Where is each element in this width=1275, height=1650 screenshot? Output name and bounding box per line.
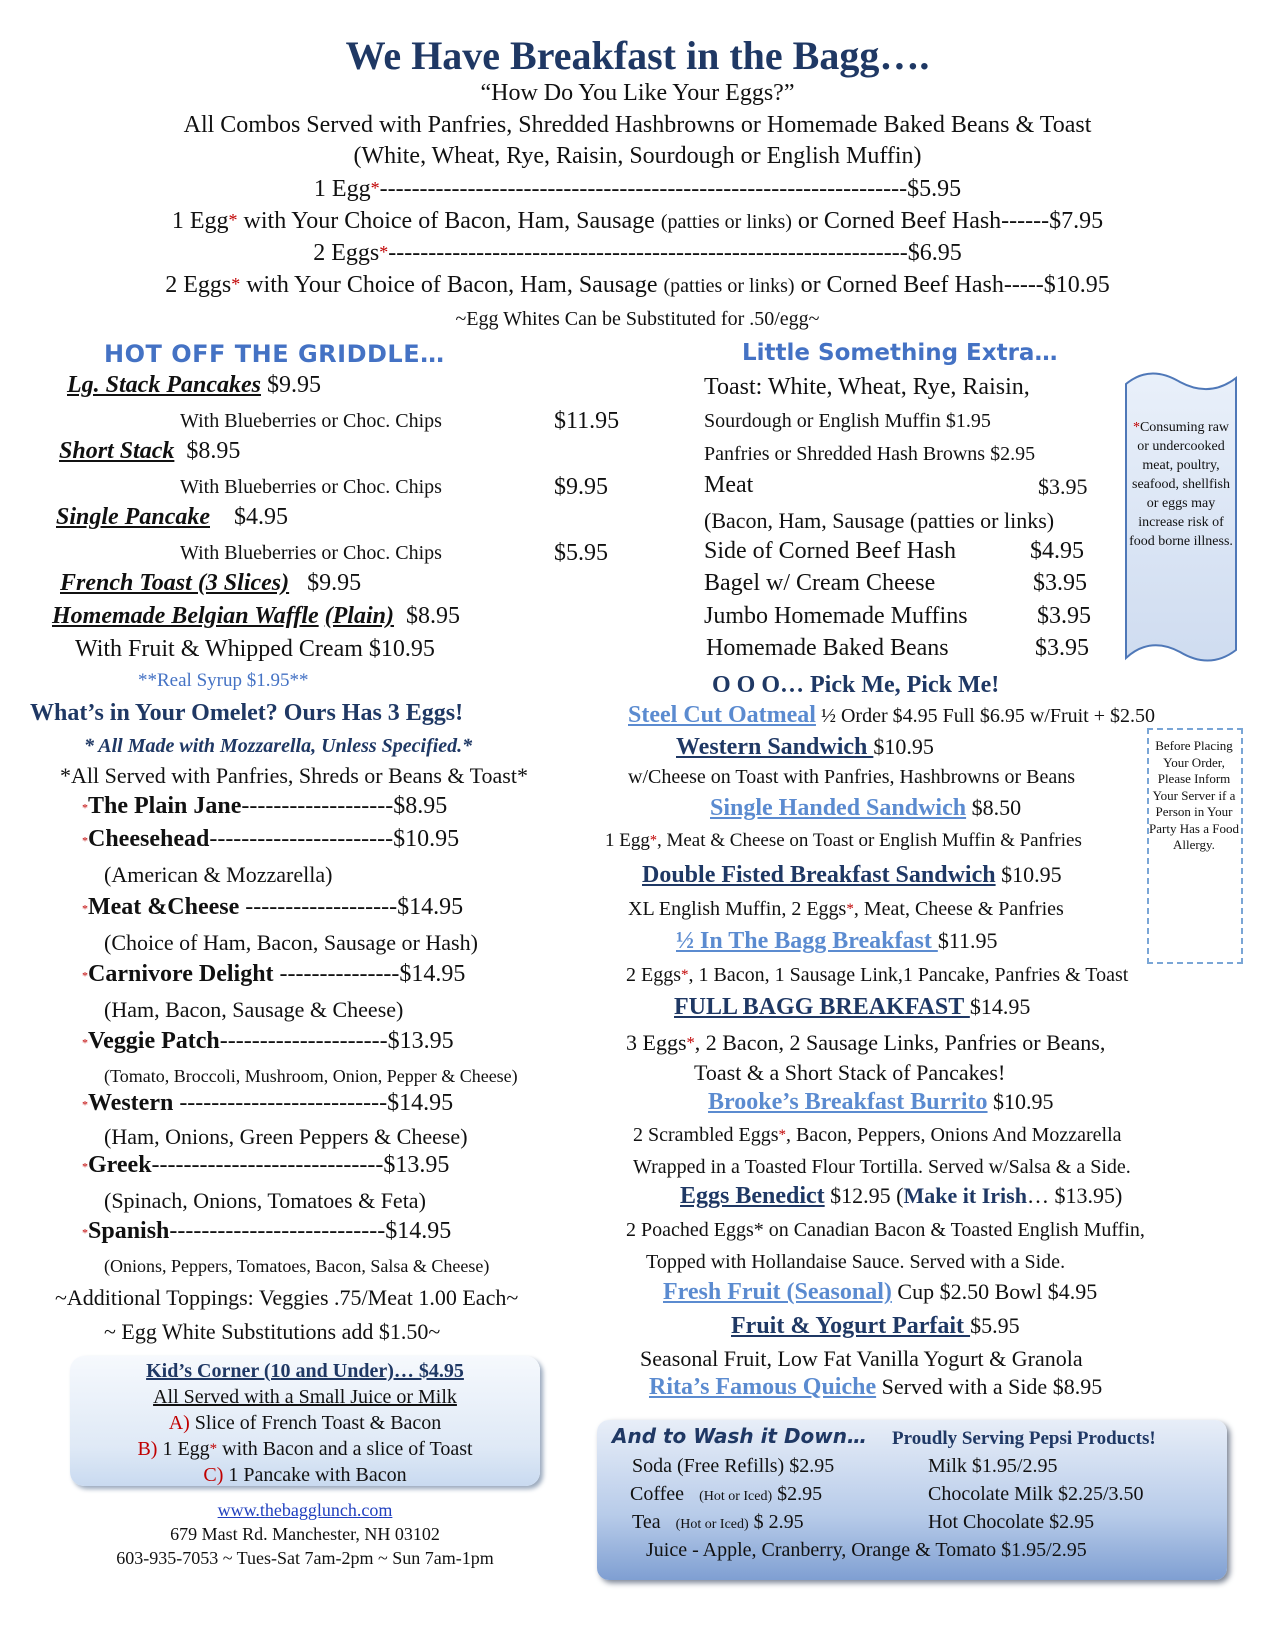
kids-letter: A) [168, 1412, 190, 1434]
extras-bagel-price: $3.95 [1033, 570, 1087, 596]
extras-toast-2: Sourdough or English Muffin $1.95 [704, 410, 991, 432]
dashes: ----------------------------- [151, 1152, 384, 1178]
omelet-price: $8.95 [393, 793, 448, 819]
asterisk: * [686, 1033, 695, 1053]
kids-title: Kid’s Corner (10 and Under)… $4.95 [146, 1360, 464, 1382]
asterisk: * [370, 177, 380, 198]
address: 679 Mast Rd. Manchester, NH 03102 [170, 1524, 440, 1544]
pick-burrito [708, 1089, 1054, 1116]
pick-parfait-desc: Seasonal Fruit, Low Fat Vanilla Yogurt & Granola [640, 1346, 1083, 1371]
dashes: --------------------------- [169, 1218, 386, 1244]
griddle-item-single-pancake [56, 504, 288, 531]
item-name: Lg. Stack Pancakes [67, 372, 261, 398]
dashes: ------------------------------------------------------------------ [379, 176, 908, 202]
drink-hot-chocolate: Hot Chocolate $2.95 [928, 1511, 1095, 1533]
omelet-name: Carnivore Delight [88, 961, 274, 987]
omelet-price: $14.95 [385, 1218, 452, 1244]
kids-text: 1 Egg [162, 1438, 210, 1460]
pick-double-desc [628, 898, 1064, 921]
item-name: Fresh Fruit (Seasonal) [663, 1279, 892, 1305]
pepsi-note: Proudly Serving Pepsi Products! [892, 1428, 1156, 1449]
griddle-item-lg-stack [67, 372, 321, 399]
hours: 603-935-7053 ~ Tues-Sat 7am-2pm ~ Sun 7am-1pm [116, 1548, 494, 1568]
pick-full-desc-2: Toast & a Short Stack of Pancakes! [694, 1060, 1006, 1085]
item-price: $10.95 [987, 1089, 1054, 1114]
asterisk: * [1132, 420, 1140, 435]
item-name: Eggs Benedict [680, 1183, 825, 1209]
item-price: $14.95 [969, 994, 1031, 1019]
website-link[interactable]: www.thebagglunch.com [217, 1500, 393, 1520]
extras-meat: Meat [704, 472, 754, 498]
kids-item-b [70, 1438, 540, 1461]
desc-b: , Bacon, Peppers, Onions And Mozzarella [786, 1124, 1122, 1146]
kids-text: 1 Pancake with Bacon [228, 1464, 407, 1486]
combo-paren: (patties or links) [663, 275, 795, 297]
omelet-desc: (Ham, Onions, Green Peppers & Cheese) [104, 1124, 468, 1149]
combo-name: 2 Eggs [313, 240, 380, 266]
item-name: ½ In The Bagg Breakfast [676, 928, 938, 954]
egg-combo-3 [0, 240, 1275, 267]
desc-b: , Meat & Cheese on Toast or English Muffin & Panfries [656, 830, 1082, 851]
pick-oatmeal [628, 702, 1155, 729]
item-price: $5.95 [970, 1313, 1020, 1338]
omelet-note-2: *All Served with Panfries, Shreds or Beans & Toast* [60, 763, 528, 788]
drink-soda: Soda (Free Refills) $2.95 [632, 1455, 835, 1477]
combo-choice: with Your Choice of Bacon, Ham, Sausage [240, 272, 664, 298]
item-price: $9.95 [266, 372, 321, 398]
omelet-name: Cheesehead [88, 826, 210, 852]
item-price: $8.50 [966, 795, 1022, 820]
dashes: ------------------- [239, 894, 398, 920]
item-price: $11.95 [937, 928, 998, 953]
item-name: Single Handed Sandwich [710, 795, 967, 821]
griddle-sub-price-lg-stack: $11.95 [554, 408, 620, 434]
omelet-spanish [82, 1218, 451, 1245]
omelet-name: Spanish [88, 1218, 170, 1244]
omelet-desc: (American & Mozzarella) [104, 862, 333, 887]
omelet-veggie-patch [82, 1028, 454, 1055]
pick-fresh-fruit [663, 1279, 1097, 1306]
pick-benedict-desc: 2 Poached Eggs* on Canadian Bacon & Toasted English Muffin, [626, 1219, 1145, 1241]
item-name: Single Pancake [56, 504, 210, 530]
extras-meat-price: $3.95 [1038, 474, 1088, 499]
extras-hash [704, 538, 956, 565]
drink-chocolate-milk: Chocolate Milk $2.25/3.50 [928, 1483, 1144, 1505]
item-name: Western Sandwich [676, 734, 874, 760]
griddle-sub-price-single-pancake: $5.95 [554, 540, 608, 566]
combo-price: $5.95 [907, 176, 962, 202]
kids-item-c [70, 1464, 540, 1487]
kids-text: Slice of French Toast & Bacon [194, 1412, 442, 1434]
bread-line: (White, Wheat, Rye, Raisin, Sourdough or English Muffin) [353, 143, 922, 169]
item-price: $4.95 [234, 504, 288, 530]
item-tail: ½ Order $4.95 Full $6.95 w/Fruit + $2.50 [815, 705, 1156, 727]
item-price: $9.95 [307, 570, 362, 596]
omelet-heading: What’s in Your Omelet? Ours Has 3 Eggs! [30, 700, 464, 726]
irish-price: … $13.95) [1026, 1183, 1123, 1208]
drink-note: (Hot or Iced) [675, 1517, 749, 1532]
drink-price: $ 2.95 [753, 1511, 804, 1533]
combo-choice: with Your Choice of Bacon, Ham, Sausage [237, 208, 661, 234]
asterisk: * [82, 800, 88, 815]
griddle-sub-price-short-stack: $9.95 [554, 474, 608, 500]
combo-tail: or Corned Beef Hash----- [794, 272, 1044, 298]
extras-heading: Little Something Extra… [742, 340, 1058, 366]
combo-price: $7.95 [1049, 208, 1104, 234]
item-name: Fruit & Yogurt Parfait [731, 1313, 971, 1339]
pick-quiche [649, 1374, 1102, 1401]
omelet-desc: (Tomato, Broccoli, Mushroom, Onion, Pepper & Cheese) [104, 1066, 518, 1086]
waffle-extra: With Fruit & Whipped Cream $10.95 [75, 636, 435, 662]
item-name-plain: (Plain) [324, 603, 394, 629]
dashes: ----------------------- [209, 826, 394, 852]
omelet-plain-jane [82, 793, 447, 820]
pick-heading: O O O… Pick Me, Pick Me! [712, 672, 1000, 698]
asterisk: * [82, 1097, 88, 1112]
item-name: Short Stack [59, 438, 175, 464]
desc-b: , Meat, Cheese & Panfries [853, 898, 1064, 920]
pick-burrito-desc-2: Wrapped in a Toasted Flour Tortilla. Served w/Salsa & a Side. [633, 1156, 1131, 1178]
item-name: Steel Cut Oatmeal [628, 702, 816, 728]
egg-combo-2 [0, 208, 1275, 235]
asterisk: * [649, 832, 657, 849]
drink-coffee [630, 1483, 822, 1506]
egg-combo-1 [0, 176, 1275, 203]
omelet-name: Western [88, 1090, 174, 1116]
omelet-price: $13.95 [383, 1152, 450, 1178]
drink-juice: Juice - Apple, Cranberry, Orange & Tomato $1.95/2.95 [646, 1539, 1087, 1561]
combo-price: $10.95 [1043, 272, 1110, 298]
item-name: FULL BAGG BREAKFAST [674, 994, 970, 1020]
dashes: -------------------------- [173, 1090, 388, 1116]
drink-milk: Milk $1.95/2.95 [928, 1455, 1058, 1477]
drinks-heading: And to Wash it Down… [612, 1424, 867, 1448]
pick-single-handed [710, 795, 1021, 822]
omelet-greek [82, 1152, 449, 1179]
combo-name: 1 Egg [313, 176, 371, 202]
asterisk: * [82, 1225, 88, 1240]
item-name: Double Fisted Breakfast Sandwich [642, 862, 996, 888]
asterisk: * [778, 1127, 787, 1144]
drink-name: Coffee [630, 1483, 685, 1505]
dashes: --------------- [273, 961, 400, 987]
pick-full-bagg [674, 994, 1030, 1021]
pick-half-desc [626, 964, 1128, 987]
desc-b: , 1 Bacon, 1 Sausage Link,1 Pancake, Panfries & Toast [688, 964, 1129, 986]
drink-name: Tea [632, 1511, 661, 1533]
asterisk: * [231, 273, 241, 294]
omelet-price: $13.95 [387, 1028, 454, 1054]
subtitle: “How Do You Like Your Eggs?” [480, 80, 795, 106]
griddle-sub-short-stack: With Blueberries or Choc. Chips [180, 476, 442, 498]
extras-name: Bagel w/ Cream Cheese [704, 570, 936, 596]
griddle-sub-single-pancake: With Blueberries or Choc. Chips [180, 542, 442, 564]
griddle-item-short-stack [59, 438, 240, 465]
extras-meat-desc: (Bacon, Ham, Sausage (patties or links) [704, 508, 1055, 533]
pick-burrito-desc [633, 1124, 1122, 1147]
allergy-note: Before Placing Your Order, Please Inform Your Server if a Person in Your Party Has a Food Allergy. [1149, 738, 1239, 852]
item-name: French Toast (3 Slices) [60, 570, 290, 596]
omelet-name: Meat &Cheese [88, 894, 240, 920]
syrup-note: **Real Syrup $1.95** [138, 670, 309, 691]
asterisk: * [82, 1159, 88, 1174]
dashes: ----------------------------------------------------------------- [388, 240, 908, 266]
egg-whites-note: ~Egg Whites Can be Substituted for .50/egg~ [455, 308, 820, 330]
desc-a: 2 Eggs [626, 964, 681, 986]
omelet-desc: (Onions, Peppers, Tomatoes, Bacon, Salsa & Cheese) [104, 1256, 490, 1276]
toppings-note: ~Additional Toppings: Veggies .75/Meat 1.00 Each~ [55, 1285, 519, 1310]
consume-note [1126, 418, 1236, 551]
extras-bagel [704, 570, 935, 597]
combos-line: All Combos Served with Panfries, Shredded Hashbrowns or Homemade Baked Beans & Toast [183, 112, 1092, 138]
item-price: $8.95 [186, 438, 241, 464]
asterisk: * [82, 1035, 88, 1050]
omelet-desc: (Spinach, Onions, Tomatoes & Feta) [104, 1188, 426, 1213]
item-name: Brooke’s Breakfast Burrito [708, 1089, 988, 1115]
pick-benedict [680, 1183, 1122, 1210]
omelet-price: $14.95 [397, 894, 464, 920]
egg-white-note: ~ Egg White Substitutions add $1.50~ [104, 1319, 441, 1344]
extras-toast: Toast: White, Wheat, Rye, Raisin, [704, 374, 1030, 400]
kids-tail: with Bacon and a slice of Toast [217, 1438, 473, 1460]
combo-tail: or Corned Beef Hash------ [791, 208, 1050, 234]
omelet-price: $10.95 [393, 826, 460, 852]
desc-a: 3 Eggs [626, 1030, 687, 1055]
extras-beans-price: $3.95 [1035, 635, 1089, 661]
pick-double-fisted [642, 862, 1062, 889]
kids-letter: C) [203, 1464, 224, 1486]
pick-full-desc [626, 1030, 1105, 1056]
item-tail: Cup $2.50 Bowl $4.95 [891, 1279, 1098, 1304]
desc-b: , 2 Bacon, 2 Sausage Links, Panfries or Beans, [694, 1030, 1106, 1055]
omelet-name: The Plain Jane [88, 793, 242, 819]
pick-benedict-desc-2: Topped with Hollandaise Sauce. Served with a Side. [646, 1251, 1066, 1273]
drink-tea [632, 1511, 804, 1534]
combo-name: 1 Egg [171, 208, 229, 234]
desc-a: XL English Muffin, 2 Eggs [628, 898, 847, 920]
egg-combo-4 [0, 272, 1275, 299]
extras-hash-price: $4.95 [1030, 538, 1084, 564]
asterisk: * [209, 1441, 218, 1458]
kids-item-a [70, 1412, 540, 1435]
asterisk: * [82, 901, 88, 916]
pick-western [676, 734, 934, 761]
omelet-price: $14.95 [399, 961, 466, 987]
asterisk: * [379, 241, 389, 262]
item-price: $8.95 [405, 603, 460, 629]
asterisk: * [82, 833, 88, 848]
omelet-cheesehead [82, 826, 459, 853]
griddle-item-waffle [52, 603, 460, 630]
omelet-western [82, 1090, 453, 1117]
pick-western-desc: w/Cheese on Toast with Panfries, Hashbrowns or Beans [628, 766, 1076, 788]
desc-a: 1 Egg [605, 830, 650, 851]
griddle-item-french-toast [60, 570, 361, 597]
item-price: $10.95 [995, 862, 1062, 887]
item-name: Rita’s Famous Quiche [649, 1374, 877, 1400]
kids-served: All Served with a Small Juice or Milk [153, 1386, 457, 1408]
asterisk: * [681, 967, 689, 984]
extras-name: Homemade Baked Beans [706, 635, 949, 661]
dashes: ------------------- [241, 793, 394, 819]
asterisk: * [82, 968, 88, 983]
drink-price: $2.95 [777, 1483, 823, 1505]
omelet-desc: (Ham, Bacon, Sausage & Cheese) [104, 997, 404, 1022]
pick-half-bagg [676, 928, 998, 955]
extras-name: Jumbo Homemade Muffins [704, 603, 968, 629]
griddle-sub-lg-stack: With Blueberries or Choc. Chips [180, 410, 442, 432]
extras-muffins-price: $3.95 [1037, 603, 1091, 629]
extras-panfries: Panfries or Shredded Hash Browns $2.95 [704, 443, 1036, 465]
asterisk: * [846, 901, 854, 918]
combo-name: 2 Eggs [165, 272, 232, 298]
item-price: $10.95 [873, 734, 934, 759]
drink-note: (Hot or Iced) [699, 1489, 773, 1504]
pick-parfait [731, 1313, 1020, 1340]
extras-muffins [704, 603, 968, 630]
item-tail: Served with a Side $8.95 [876, 1374, 1103, 1399]
omelet-name: Veggie Patch [88, 1028, 220, 1054]
pick-single-desc [605, 830, 1082, 852]
asterisk: * [228, 209, 238, 230]
omelet-note-1: * All Made with Mozzarella, Unless Specified.* [84, 735, 473, 757]
kids-letter: B) [137, 1438, 158, 1460]
dashes: --------------------- [219, 1028, 388, 1054]
omelet-carnivore [82, 961, 465, 988]
combo-paren: (patties or links) [660, 211, 792, 233]
item-name: Homemade Belgian Waffle [52, 603, 319, 629]
griddle-heading: HOT OFF THE GRIDDLE… [104, 340, 445, 368]
item-price: $12.95 ( [824, 1183, 904, 1208]
omelet-price: $14.95 [387, 1090, 454, 1116]
extras-name: Side of Corned Beef Hash [704, 538, 956, 564]
desc-a: 2 Scrambled Eggs [633, 1124, 779, 1146]
page-title: We Have Breakfast in the Bagg…. [345, 33, 930, 78]
omelet-meat-cheese [82, 894, 463, 921]
combo-price: $6.95 [907, 240, 962, 266]
omelet-name: Greek [88, 1152, 152, 1178]
consume-note-text: Consuming raw or undercooked meat, poultry, seafood, shellfish or eggs may increase risk of food borne illness. [1129, 420, 1233, 549]
extras-beans [706, 635, 949, 662]
irish-label: Make it Irish [903, 1183, 1027, 1208]
omelet-desc: (Choice of Ham, Bacon, Sausage or Hash) [104, 930, 478, 955]
